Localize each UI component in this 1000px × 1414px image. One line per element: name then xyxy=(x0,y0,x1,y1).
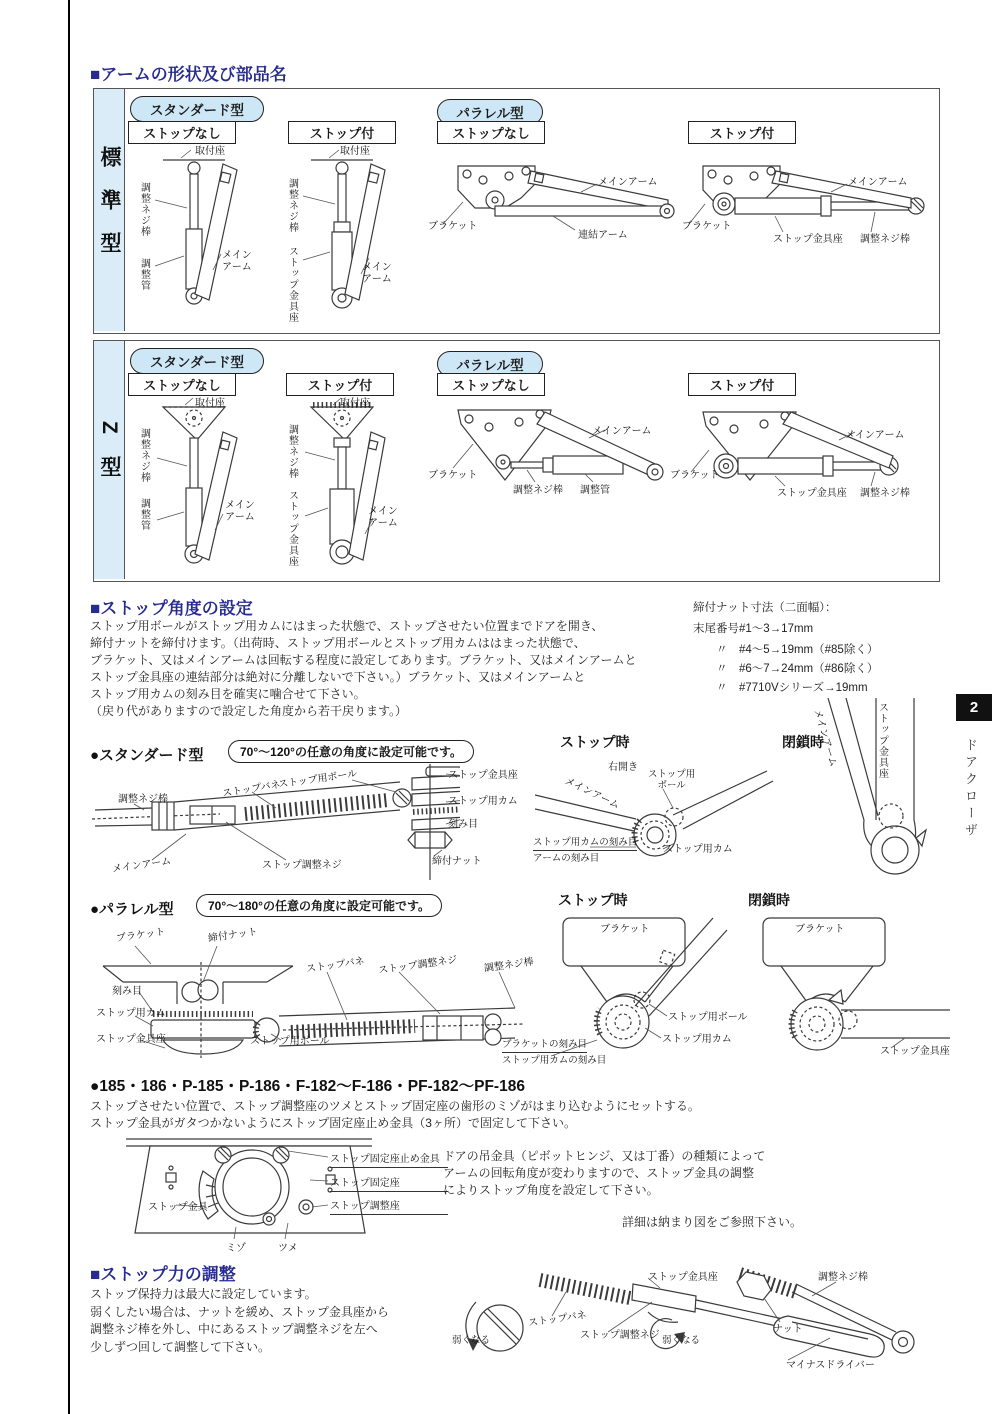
part-label-rod: 調整ネジ棒 xyxy=(138,428,150,483)
part-label-main-arm: メインアーム xyxy=(562,775,622,812)
part-label-stop-cam: ストップ用カム xyxy=(96,1008,166,1019)
left-margin-rule xyxy=(68,0,70,1414)
part-label-main-arm: メインアーム xyxy=(811,708,839,769)
box-stop-with: ストップ付 xyxy=(286,373,394,396)
pill-parallel-arm: パラレル型 xyxy=(437,99,543,125)
part-label-cam-notch: ストップ用カムの刻み目 xyxy=(502,1055,607,1066)
part-label-main-arm: メインアーム xyxy=(598,177,658,188)
stop-angle-paragraph: ストップ用ボールがストップ用カムにはまった状態で、ストップさせたい位置までドアを開き、 締付ナットを締付けます。（出荷時、ストップ用ボールとストップ用カムははまった状態で、 ブラケット、又はメインアームは回転する程度に設定してあります。ブラケット、又はメインアームと ストップ金具座の連結部分は絶対に分離しないで下さい。）ブラケット、又はメインアームと ストップ用カムの刻み目を確実に噛合せて下さい。 （戻り代がありますので設定した角度から若干戻ります。） xyxy=(90,619,637,718)
part-label-main-arm: メインアーム xyxy=(848,177,908,188)
part-label-stop-base: ストップ金具座 xyxy=(876,702,888,779)
part-label-arm-notch: アームの刻み目 xyxy=(533,853,600,864)
models-paragraph: ストップさせたい位置で、ストップ調整座のツメとストップ固定座の歯形のミゾがはまり込むようにセットする。 ストップ金具がガタつかないようにストップ固定座止め金具（3ヶ所）で固定して下さい。 xyxy=(90,1099,700,1130)
part-label-main-arm: メインアーム xyxy=(845,430,905,441)
part-label-stop-fitting: ストップ金具 xyxy=(148,1202,208,1213)
caption-closed-time: 閉鎖時 xyxy=(748,892,790,908)
part-label-bracket: ブラケット xyxy=(600,924,650,935)
models-note: ドアの吊金具（ピボットヒンジ、又は丁番）の種類によって アームの回転角度が変わりますので、ストップ金具の調整 によりストップ角度を設定して下さい。 xyxy=(443,1149,766,1197)
models-note-ref: 詳細は納まり図をご参照下さい。 xyxy=(622,1215,803,1229)
part-label-stop-base: ストップ金具座 xyxy=(286,490,298,567)
standard-type-diagrams xyxy=(123,138,938,328)
box-stop-none: ストップなし xyxy=(437,121,545,144)
pill-standard-arm: スタンダード型 xyxy=(130,96,264,122)
part-label-bracket: ブラケット xyxy=(115,926,166,945)
nut-size-title: 締付ナット寸法（二面幅）： xyxy=(693,602,837,614)
part-label-driver: マイナスドライバー xyxy=(786,1360,875,1371)
nut-size-line: 〃 #4～5→19mm（#85除く） xyxy=(716,644,879,656)
box-stop-with: ストップ付 xyxy=(688,121,796,144)
pill-parallel-arm: パラレル型 xyxy=(437,351,543,377)
part-label-tube: 調整管 xyxy=(138,258,150,291)
heading-standard-type: ●スタンダード型 xyxy=(90,747,204,764)
part-label-bracket: ブラケット xyxy=(682,221,732,232)
nut-size-line: 〃 #6～7→24mm（#86除く） xyxy=(716,663,879,675)
part-label-stop-adj-screw: ストップ調整ネジ xyxy=(262,860,342,871)
part-label-stop-base: ストップ金具座 xyxy=(648,1272,718,1283)
part-label-mount: 取付座 xyxy=(195,146,225,157)
part-label-stop-cam: ストップ用カム xyxy=(663,844,733,855)
part-label-nut: ナット xyxy=(773,1324,803,1335)
part-label-stop-base: ストップ金具座 xyxy=(773,234,843,245)
section-title-stop-force: ■ストップ力の調整 xyxy=(90,1265,236,1284)
part-label-stop-base: ストップ金具座 xyxy=(880,1046,950,1057)
side-label-door-closer: ドアクローザ xyxy=(963,738,978,840)
part-label-stop-adj-screw: ストップ調整ネジ xyxy=(377,954,459,977)
box-stop-with: ストップ付 xyxy=(288,121,396,144)
part-label-bracket-notch: ブラケットの刻み目 xyxy=(502,1040,587,1053)
part-label-mount: 取付座 xyxy=(340,398,370,409)
page-number-tab: 2 xyxy=(956,694,992,721)
part-label-tighten-nut: 締付ナット xyxy=(207,926,259,945)
part-label-stop-base: ストップ金具座 xyxy=(96,1034,166,1045)
part-label-bracket: ブラケット xyxy=(428,221,478,232)
pill-standard-arm: スタンダード型 xyxy=(130,348,264,374)
box-stop-none: ストップなし xyxy=(128,373,236,396)
box-stop-with: ストップ付 xyxy=(688,373,796,396)
part-label-stop-spring: ストップバネ xyxy=(527,1309,588,1330)
heading-model-numbers: ●185・186・P-185・P-186・F-182～F-186・PF-182～PF-186 xyxy=(90,1078,525,1095)
part-label-bracket: ブラケット xyxy=(670,470,720,481)
note-weaken: 弱くなる xyxy=(452,1335,491,1346)
caption-stop-time: ストップ時 xyxy=(558,892,628,908)
row-header-z: Z型 xyxy=(94,341,125,579)
part-label-rod: 調整ネジ棒 xyxy=(286,178,298,233)
part-label-main-arm: メインアーム xyxy=(592,426,652,437)
part-label-stop-adj-screw: ストップ調整ネジ xyxy=(580,1330,660,1341)
part-label-stop-ball: ストップ用ボール xyxy=(668,1012,748,1023)
part-label-main-arm: メイン アーム xyxy=(368,506,398,529)
part-label-tube: 調整管 xyxy=(138,498,150,531)
part-label-rod: 調整ネジ棒 xyxy=(286,424,298,479)
row-header-standard: 標準型 xyxy=(94,89,125,331)
part-label-bracket: ブラケット xyxy=(795,924,845,935)
part-label-stop-ball: ストップ用ボール xyxy=(250,1036,330,1047)
part-label-bracket: ブラケット xyxy=(428,470,478,481)
part-label-cam-notch: ストップ用カムの刻み目 xyxy=(533,838,637,851)
nut-size-line: 末尾番号#1～3→17mm xyxy=(693,623,814,635)
part-label-stop-spring: ストップバネ xyxy=(305,955,366,976)
part-label-mount: 取付座 xyxy=(195,398,225,409)
part-label-stop-ball: ストップ用ボール xyxy=(277,768,358,791)
part-label-stop-spring: ストップバネ xyxy=(221,779,282,800)
part-label-fix-base: ストップ固定座 xyxy=(330,1178,448,1192)
part-label-rod: 調整ネジ棒 xyxy=(118,794,168,805)
part-label-rod: 調整ネジ棒 xyxy=(860,488,910,499)
part-label-main-arm: メイン アーム xyxy=(225,500,255,523)
note-right-open: 右開き xyxy=(608,762,638,773)
part-label-tighten-nut: 締付ナット xyxy=(432,856,482,867)
part-label-mizo: ミゾ xyxy=(226,1243,246,1254)
part-label-rod: 調整ネジ棒 xyxy=(138,182,150,237)
part-label-tube: 調整管 xyxy=(580,485,610,496)
box-stop-none: ストップなし xyxy=(437,373,545,396)
part-label-link-arm: 連結アーム xyxy=(578,230,628,241)
part-label-tsume: ツメ xyxy=(278,1243,298,1254)
part-label-main-arm: メイン アーム xyxy=(222,250,252,273)
part-label-stop-base: ストップ金具座 xyxy=(777,488,847,499)
part-label-main-arm: メインアーム xyxy=(111,855,172,876)
badge-parallel-range: 70°～180°の任意の角度に設定可能です。 xyxy=(196,894,442,917)
part-label-rod: 調整ネジ棒 xyxy=(513,485,563,496)
part-label-rod: 調整ネジ棒 xyxy=(818,1272,868,1283)
part-label-stop-cam: ストップ用カム xyxy=(662,1034,732,1045)
part-label-rod: 調整ネジ棒 xyxy=(860,234,910,245)
part-label-stop-base: ストップ金具座 xyxy=(286,246,298,323)
part-label-mount: 取付座 xyxy=(340,146,370,157)
part-label-fix-stop-fitting: ストップ固定座止め金具 xyxy=(330,1154,448,1168)
section-title-stop-angle: ■ストップ角度の設定 xyxy=(90,599,253,618)
part-label-stop-ball: ストップ用 ボール xyxy=(648,769,696,791)
note-weaken: 弱くなる xyxy=(662,1335,701,1346)
nut-size-line: 〃 #7710Vシリーズ→19mm xyxy=(716,682,868,694)
section-title-arm-shapes: ■アームの形状及び部品名 xyxy=(90,65,287,84)
part-label-notch: 刻み目 xyxy=(112,986,142,997)
part-label-notch: 刻み目 xyxy=(448,819,478,830)
part-label-stop-cam: ストップ用カム xyxy=(448,796,518,807)
box-stop-none: ストップなし xyxy=(128,121,236,144)
part-label-main-arm: メイン アーム xyxy=(362,262,392,285)
part-label-rod: 調整ネジ棒 xyxy=(483,956,535,975)
stop-force-paragraph: ストップ保持力は最大に設定しています。 弱くしたい場合は、ナットを緩め、ストップ金具座から 調整ネジ棒を外し、中にあるストップ調整ネジを左へ 少しずつ回して調整して下さい。 xyxy=(90,1287,389,1354)
badge-standard-range: 70°～120°の任意の角度に設定可能です。 xyxy=(228,740,474,763)
part-label-stop-base: ストップ金具座 xyxy=(448,770,518,781)
part-label-adj-base: ストップ調整座 xyxy=(330,1201,448,1215)
heading-parallel-type: ●パラレル型 xyxy=(90,901,174,918)
caption-closed-time: 閉鎖時 xyxy=(782,734,824,750)
caption-stop-time: ストップ時 xyxy=(560,734,630,750)
